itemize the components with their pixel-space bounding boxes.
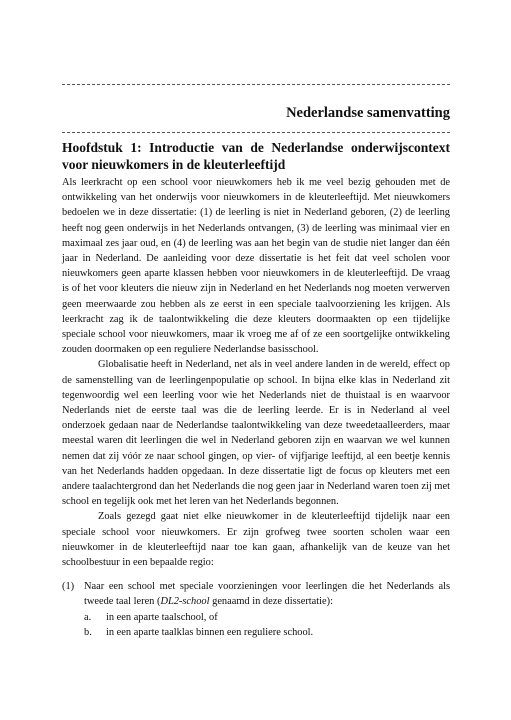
sub-item-letter: a.: [84, 611, 92, 623]
chapter-title: Hoofdstuk 1: Introductie van de Nederlandse onderwijscontext voor nieuwkomers in de kleuterleeftijd: [62, 140, 450, 172]
list-italic-term: DL2-school: [160, 596, 210, 608]
paragraph-1: Als leerkracht op een school voor nieuwkomers heb ik me veel bezig gehouden met de ontwikkeling van het onderwijs voor nieuwkomers in de kleuterleeftijd. Met nieuwkomers bedoelen we in deze dissertatie: (1) de leerling is niet in Nederland geboren, (2) de leerling heeft nog geen onderwijs in het Nederlands ontvangen, (3) de leerling was minimaal vier en maximaal zes jaar oud, en (4) de leerling was aan het begin van de studie niet langer dan één jaar in Nederland. De aanleiding voor deze dissertatie is het feit dat veel scholen voor nieuwkomers geen aparte klassen hebben voor nieuwkomers in de kleuterleeftijd. De vraag is of het voor kleuters die nieuw zijn in Nederland en het Nederlands nog moeten verwerven geen meerwaarde zou hebben als ze eerst in een speciale taalvoorziening les krijgen. Als leerkracht zag ik de taalontwikkeling die deze kleuters doormaakten op een tijdelijke speciale school voor nieuwkomers, maar ik vroeg me af of ze een soortgelijke ontwikkeling zouden doormaken op een reguliere Nederlandse basisschool.: [62, 177, 450, 356]
sub-item-text: in een aparte taalklas binnen een reguliere school.: [106, 626, 314, 638]
sub-item-letter: b.: [84, 626, 92, 638]
paragraph-3: Zoals gezegd gaat niet elke nieuwkomer in de kleuterleeftijd tijdelijk naar een speciale school voor nieuwkomers. Er zijn grofweg twee soorten scholen waar een nieuwkomer in de kleuterleeftijd naar toe kan gaan, afhankelijk van de keuze van het schoolbestuur in een bepaalde regio:: [62, 511, 450, 569]
dashed-rule-bottom: [62, 132, 450, 133]
sub-list-item: [84, 610, 450, 625]
list-text-before: Naar een school met speciale voorzieningen voor leerlingen die het Nederlands als tweede taal leren (: [84, 581, 450, 608]
list-text-after: genaamd in deze dissertatie):: [209, 596, 334, 608]
list-item-body: [84, 579, 450, 640]
document-page: [62, 84, 450, 640]
sub-item-text: in een aparte taalschool, of: [106, 611, 218, 623]
dashed-rule-top: [62, 84, 450, 85]
sub-list-item: [84, 625, 450, 640]
numbered-list: [62, 579, 450, 640]
list-number: (1): [62, 581, 75, 593]
section-title: Nederlandse samenvatting: [286, 105, 450, 121]
list-item: [62, 579, 450, 640]
paragraph-2: Globalisatie heeft in Nederland, net als in veel andere landen in de wereld, effect op de samenstelling van de leerlingenpopulatie op school. In bijna elke klas in Nederland zit tegenwoordig wel een leerling voor wie het Nederlands niet de thuistaal is en waarvoor Nederlands niet de eerste taal was die de leerling leerde. Er is in Nederland al veel onderzoek gedaan naar de Nederlandse taalontwikkeling van deze tweedetaalleerders, maar meestal waren dit leerlingen die wel in Nederland geboren zijn en waarvan we wel kunnen nemen dat zij vóór ze naar school gingen, op vier- of vijfjarige leeftijd, al een beetje kennis van het Nederlands hadden opgedaan. In deze dissertatie ligt de focus op kleuters met een andere taalachtergrond dan het Nederlands die nog geen jaar in Nederland waren toen zij met school en tegelijk ook met het leren van het Nederlands begonnen.: [62, 359, 450, 508]
